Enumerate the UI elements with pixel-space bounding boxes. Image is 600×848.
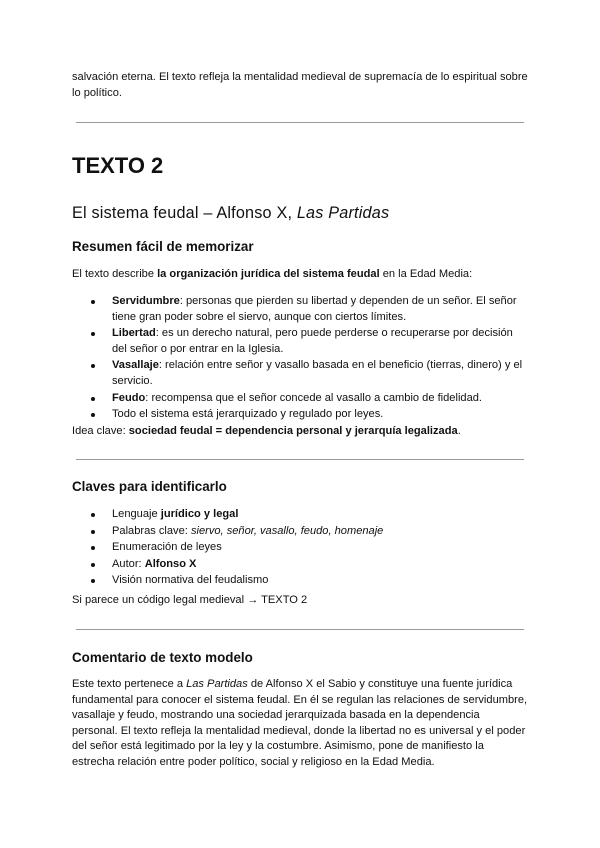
item-desc: Todo el sistema está jerarquizado y regulado por leyes. [112,408,384,421]
claves-item4-before: Autor: [112,557,145,570]
item-desc: : personas que pierden su libertad y dependen de un señor. El señor tiene gran poder sobre el siervo, aunque con ciertos límites. [112,295,517,323]
list-item [72,358,528,389]
texto2-title: TEXTO 2 [72,153,164,178]
lead-after: en la Edad Media: [379,268,473,280]
list-item [72,540,528,556]
intro-paragraph [72,70,528,101]
claves-hint: Si parece un código legal medieval → TEXTO 2 [72,594,308,606]
divider-1 [76,122,524,123]
item-desc: : relación entre señor y vasallo basada en el beneficio (tierras, dinero) y el servicio. [112,359,523,387]
item-term: Servidumbre [112,295,180,307]
list-item [72,391,528,407]
comentario-italic: Las Partidas [186,678,248,690]
claves-item1-bold: jurídico y legal [160,508,239,520]
resumen-heading: Resumen fácil de memorizar [72,239,254,254]
item-desc: : recompensa que el señor concede al vasallo a cambio de fidelidad. [145,391,482,404]
item-term: Libertad [112,327,156,340]
idea-clave [72,424,528,440]
list-item [72,507,528,523]
lead-before: El texto describe [72,268,158,280]
divider-2 [76,459,524,460]
claves-item2-italic: siervo, señor, vasallo, feudo, homenaje [190,524,384,537]
idea-end: . [457,425,461,437]
divider-3 [76,629,524,630]
list-item [72,557,528,573]
comentario-after: de Alfonso X el Sabio y constituye una fuente jurídica fundamental para conocer el sistema feudal. En él se regulan las relaciones de servidumbre, vasallaje y feudo, mostrando una sociedad jerarquizada basada en la dependencia personal. El texto refleja la mentalidad medieval, donde la libertad no es universal y el poder del señor está legitimado por la ley y la costumbre. Asimismo, pone de manifiesto la estrecha relación entre poder político, social y religioso en la Edad Media. [72,678,528,768]
comentario-paragraph [72,677,528,771]
comentario-heading: Comentario de texto modelo [72,650,253,665]
claves-item4-bold: Alfonso X [144,557,197,570]
resumen-list [72,294,528,424]
claves-item5: Visión normativa del feudalismo [112,574,269,587]
list-item [72,524,528,540]
claves-item1-before: Lenguaje [112,508,161,520]
subtitle-main: El sistema feudal – Alfonso X, [72,204,297,222]
resumen-lead [72,267,528,283]
idea-bold: sociedad feudal = dependencia personal y jerarquía legalizada [128,425,458,437]
texto2-subtitle [72,202,389,224]
lead-bold: la organización jurídica del sistema feudal [157,268,380,280]
list-item [72,573,528,589]
list-item [72,326,528,357]
claves-item3: Enumeración de leyes [112,541,222,554]
item-term: Feudo [112,391,146,404]
idea-label: Idea clave: [72,425,129,437]
intro-text: salvación eterna. El texto refleja la mentalidad medieval de supremacía de lo espiritual sobre lo político. [72,71,528,99]
item-desc: : es un derecho natural, pero puede perderse o recuperarse por decisión del señor o por entrar en la Iglesia. [112,327,513,355]
claves-list [72,507,528,590]
comentario-before: Este texto pertenece a [72,678,187,690]
subtitle-italic: Las Partidas [296,204,390,222]
claves-item2-before: Palabras clave: [112,524,191,537]
list-item [72,294,528,325]
item-term: Vasallaje [112,359,159,372]
list-item [72,407,528,423]
claves-heading: Claves para identificarlo [72,479,227,494]
